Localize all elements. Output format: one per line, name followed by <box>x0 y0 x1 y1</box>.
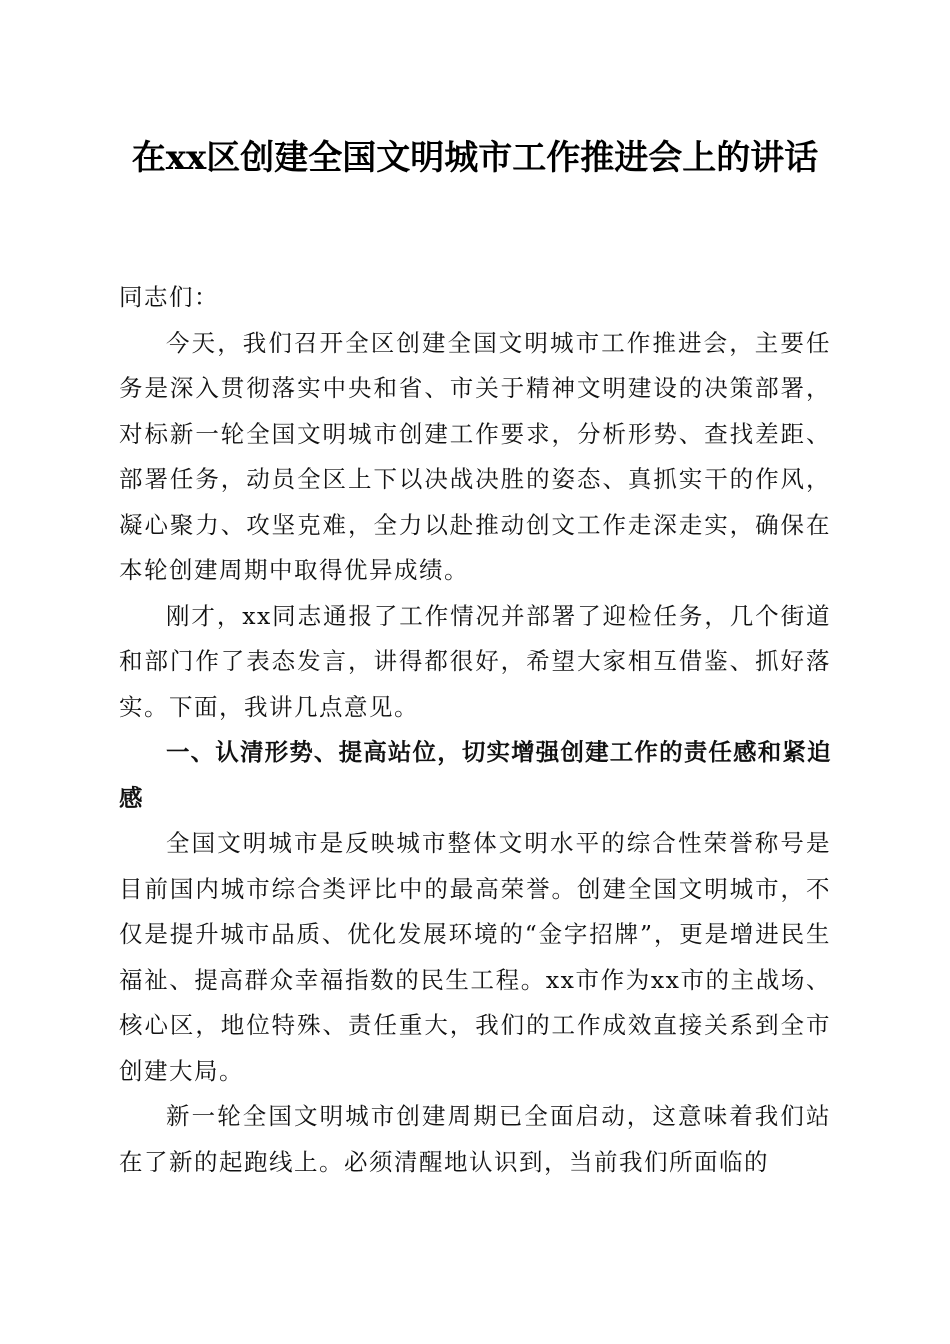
paragraph: 刚才，xx同志通报了工作情况并部署了迎检任务，几个街道和部门作了表态发言，讲得都很好，希望大家相互借鉴、抓好落实。下面，我讲几点意见。 <box>119 601 831 721</box>
salutation: 同志们： <box>119 283 219 311</box>
paragraph: 全国文明城市是反映城市整体文明水平的综合性荣誉称号是目前国内城市综合类评比中的最高荣誉。创建全国文明城市，不仅是提升城市品质、优化发展环境的“金字招牌”，更是增进民生福祉、提高群众幸福指数的民生工程。xx市作为xx市的主战场、核心区，地位特殊、责任重大，我们的工作成效直接关系到全市创建大局。 <box>119 829 831 1085</box>
paragraph: 今天，我们召开全区创建全国文明城市工作推进会，主要任务是深入贯彻落实中央和省、市关于精神文明建设的决策部署，对标新一轮全国文明城市创建工作要求，分析形势、查找差距、部署任务，动员全区上下以决战决胜的姿态、真抓实干的作风，凝心聚力、攻坚克难，全力以赴推动创文工作走深走实，确保在本轮创建周期中取得优异成绩。 <box>119 328 831 584</box>
section-heading: 一、认清形势、提高站位，切实增强创建工作的责任感和紧迫感 <box>119 738 831 812</box>
document-title: 在xx区创建全国文明城市工作推进会上的讲话 <box>131 138 819 178</box>
paragraph: 新一轮全国文明城市创建周期已全面启动，这意味着我们站在了新的起跑线上。必须清醒地认识到，当前我们所面临的 <box>119 1102 831 1176</box>
document-body <box>119 275 831 1185</box>
